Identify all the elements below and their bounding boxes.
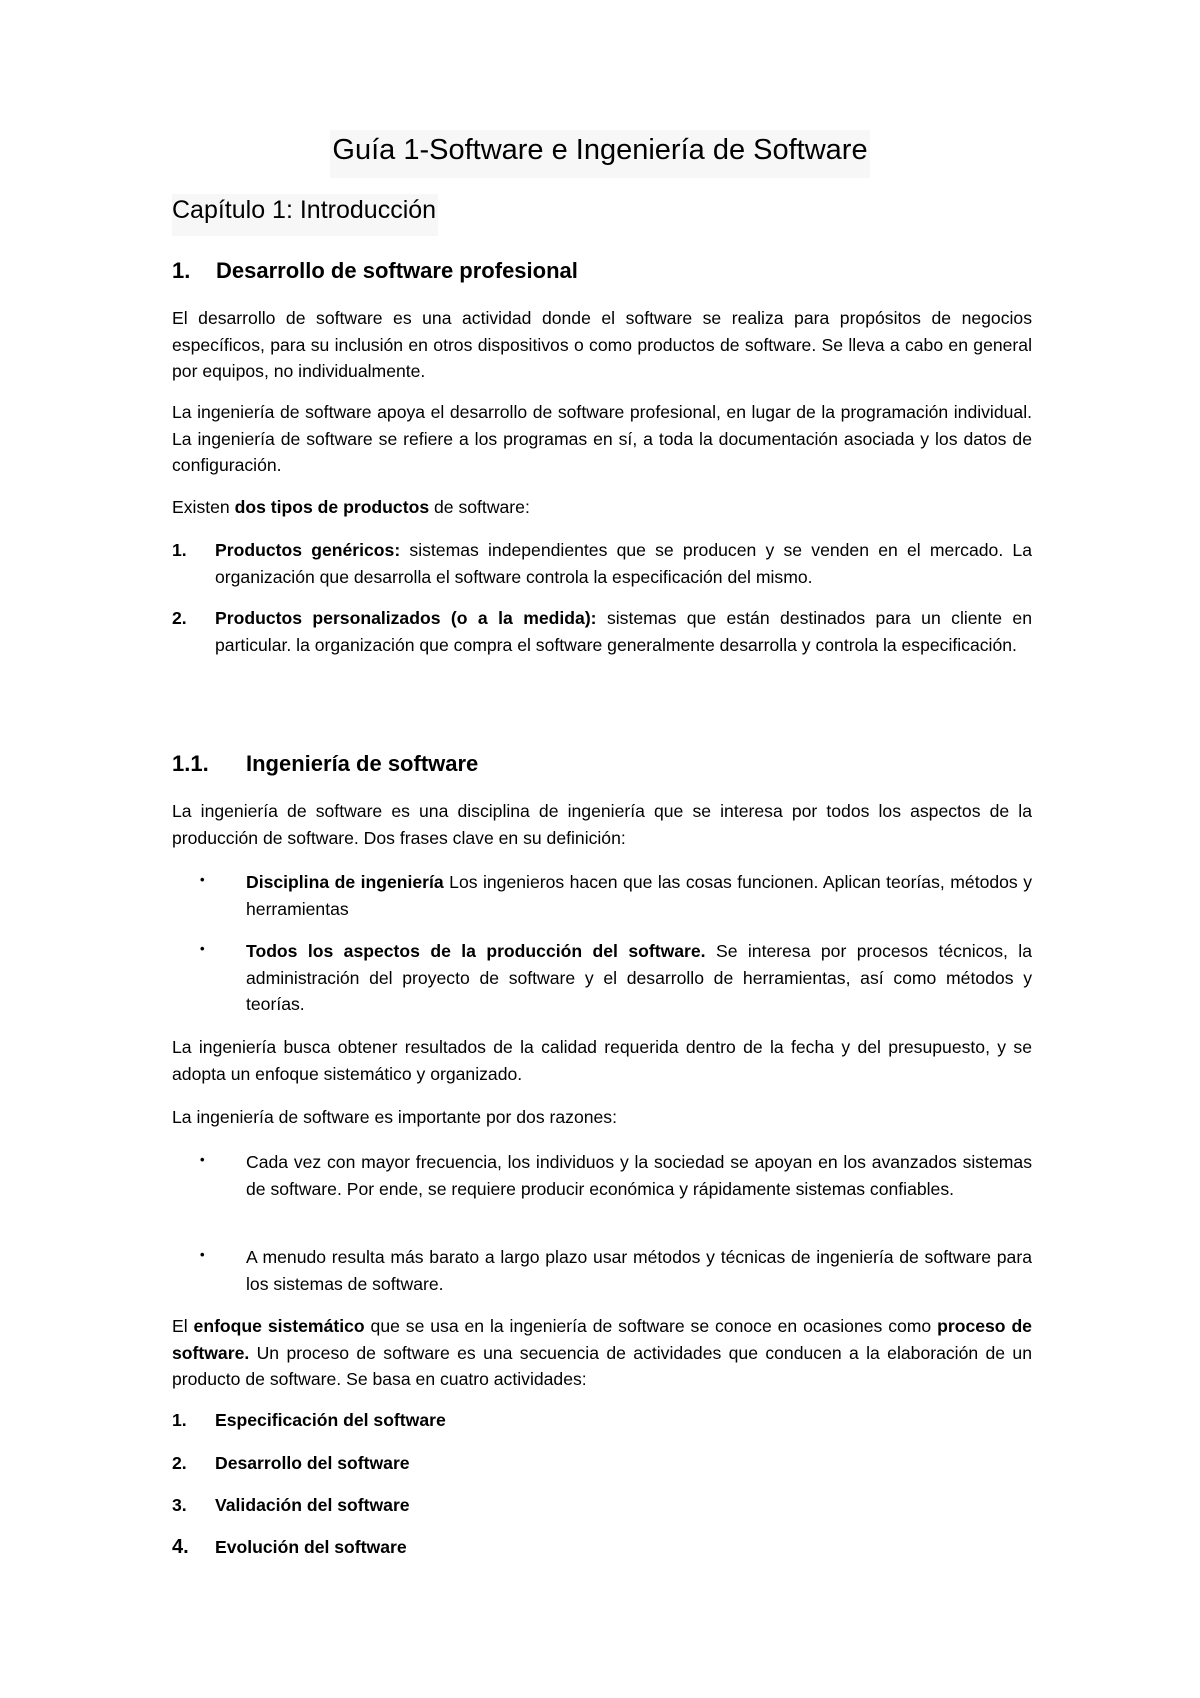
- p4-text-1: El: [172, 1316, 194, 1336]
- tipos-pre: Existen: [172, 497, 235, 517]
- activity-text: Desarrollo del software: [215, 1453, 410, 1473]
- bullet-text: Los ingenieros hacen que las cosas funcionen. Aplican teorías, métodos y herramientas: [246, 872, 1032, 919]
- document-title: [0, 134, 1200, 167]
- bullet-item-disciplina: [200, 869, 1032, 922]
- list-marker: 2.: [172, 608, 187, 628]
- paragraph-dos-razones: La ingeniería de software es importante por dos razones:: [172, 1107, 617, 1127]
- section-1-1-heading: [172, 751, 478, 777]
- chapter-heading-text: Capítulo 1: Introducción: [172, 194, 438, 236]
- p4-text-2: que se usa en la ingeniería de software se conoce en ocasiones como: [364, 1316, 938, 1336]
- document-title-text: Guía 1-Software e Ingeniería de Software: [330, 130, 869, 178]
- bullet-text: Cada vez con mayor frecuencia, los individuos y la sociedad se apoyan en los avanzados sistemas de software. Por ende, se requiere producir económica y rápidamente sistemas confiables.: [246, 1152, 1032, 1199]
- p4-text-3: Un proceso de software es una secuencia de actividades que conducen a la elaboración de un producto de software. Se basa en cuatro actividades:: [172, 1342, 1032, 1389]
- bullet-item-razon-1: [200, 1149, 1032, 1202]
- bullet-text: Se interesa por procesos técnicos, la administración del proyecto de software y el desarrollo de herramientas, así como métodos y teorías.: [246, 941, 1032, 1014]
- activity-text: Validación del software: [215, 1495, 410, 1515]
- section-1-title: Desarrollo de software profesional: [216, 258, 578, 283]
- list-item-productos-genericos: [172, 537, 1032, 590]
- paragraph-enfoque-sistematico: [172, 1313, 1032, 1393]
- tipos-post: de software:: [429, 497, 530, 517]
- list-item-bold: Productos personalizados (o a la medida):: [215, 608, 597, 628]
- chapter-heading: [172, 196, 438, 225]
- paragraph-tipos-productos: [172, 494, 1032, 521]
- activity-item-desarrollo: [172, 1450, 1032, 1477]
- paragraph-disciplina: La ingeniería de software es una disciplina de ingeniería que se interesa por todos los aspectos de la producción de software. Dos frases clave en su definición:: [172, 801, 1032, 848]
- bullet-icon: •: [200, 872, 205, 887]
- list-marker: 3.: [172, 1495, 187, 1515]
- list-item-productos-personalizados: [172, 605, 1032, 658]
- activity-text: Evolución del software: [215, 1537, 407, 1557]
- bullet-item-aspectos: [200, 938, 1032, 1018]
- p4-bold-1: enfoque sistemático: [193, 1316, 365, 1336]
- section-1-heading: [172, 258, 578, 284]
- list-item-text: sistemas independientes que se producen y se venden en el mercado. La organización que desarrolla el software controla la especificación del mismo.: [215, 540, 1032, 587]
- bullet-icon: •: [200, 1247, 205, 1262]
- list-item-text: sistemas que están destinados para un cliente en particular. la organización que compra el software generalmente desarrolla y controla la especificación.: [215, 608, 1032, 655]
- section-1-1-title: Ingeniería de software: [246, 751, 479, 776]
- activity-item-validacion: [172, 1492, 1032, 1519]
- bullet-bold: Todos los aspectos de la producción del software.: [246, 941, 706, 961]
- list-item-bold: Productos genéricos:: [215, 540, 401, 560]
- p4-bold-2: proceso de software.: [172, 1316, 1032, 1363]
- activity-item-evolucion: [172, 1534, 1032, 1561]
- section-1-1-number: 1.1.: [172, 751, 209, 776]
- paragraph-calidad: La ingeniería busca obtener resultados de la calidad requerida dentro de la fecha y del presupuesto, y se adopta un enfoque sistemático y organizado.: [172, 1037, 1032, 1084]
- bullet-item-razon-2: [200, 1244, 1032, 1297]
- list-marker: 2.: [172, 1453, 187, 1473]
- bullet-text: A menudo resulta más barato a largo plazo usar métodos y técnicas de ingeniería de software para los sistemas de software.: [246, 1247, 1032, 1294]
- bullet-bold: Disciplina de ingeniería: [246, 872, 444, 892]
- tipos-bold: dos tipos de productos: [234, 497, 430, 517]
- list-marker: 1.: [172, 540, 187, 560]
- list-marker: 4.: [172, 1536, 189, 1558]
- section-1-number: 1.: [172, 258, 191, 283]
- paragraph-desarrollo: El desarrollo de software es una actividad donde el software se realiza para propósitos de negocios específicos, para su inclusión en otros dispositivos o como productos de software. Se lleva a cabo en general por equipos, no individualmente.: [172, 308, 1032, 381]
- activity-item-especificacion: [172, 1407, 1032, 1434]
- paragraph-ingenieria-apoya: La ingeniería de software apoya el desarrollo de software profesional, en lugar de la programación individual. La ingeniería de software se refiere a los programas en sí, a toda la documentación asociada y los datos de configuración.: [172, 402, 1032, 475]
- activity-text: Especificación del software: [215, 1410, 446, 1430]
- list-marker: 1.: [172, 1410, 187, 1430]
- bullet-icon: •: [200, 1152, 205, 1167]
- bullet-icon: •: [200, 941, 205, 956]
